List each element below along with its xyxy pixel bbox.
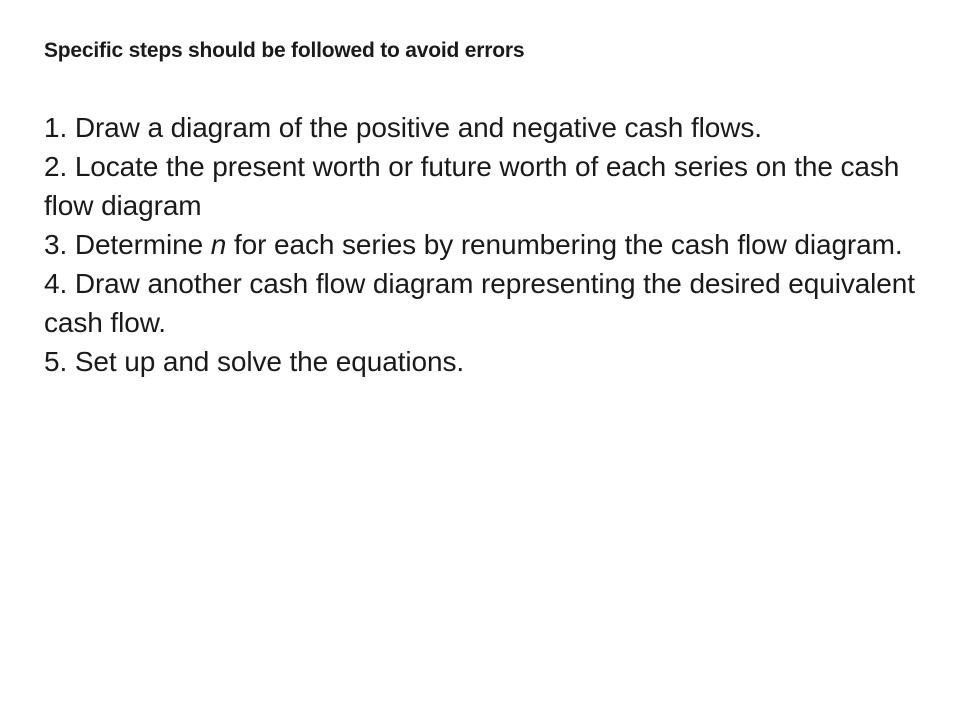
slide-content xyxy=(44,36,924,381)
step-item-2: 2. Locate the present worth or future worth of each series on the cash flow diagram xyxy=(44,151,900,221)
step-3-text-end: for each series by renumbering the cash flow diagram. xyxy=(226,229,903,260)
step-item-1: 1. Draw a diagram of the positive and negative cash flows. xyxy=(44,112,762,143)
steps-list xyxy=(44,108,924,381)
step-3-variable-n: n xyxy=(210,229,227,260)
step-item-3 xyxy=(44,225,924,264)
step-3-text-start: 3. Determine xyxy=(44,229,211,260)
step-item-4: 4. Draw another cash flow diagram representing the desired equivalent cash flow. xyxy=(44,268,915,338)
slide-heading: Specific steps should be followed to avoid errors xyxy=(44,39,525,62)
step-item-5: 5. Set up and solve the equations. xyxy=(44,346,465,377)
